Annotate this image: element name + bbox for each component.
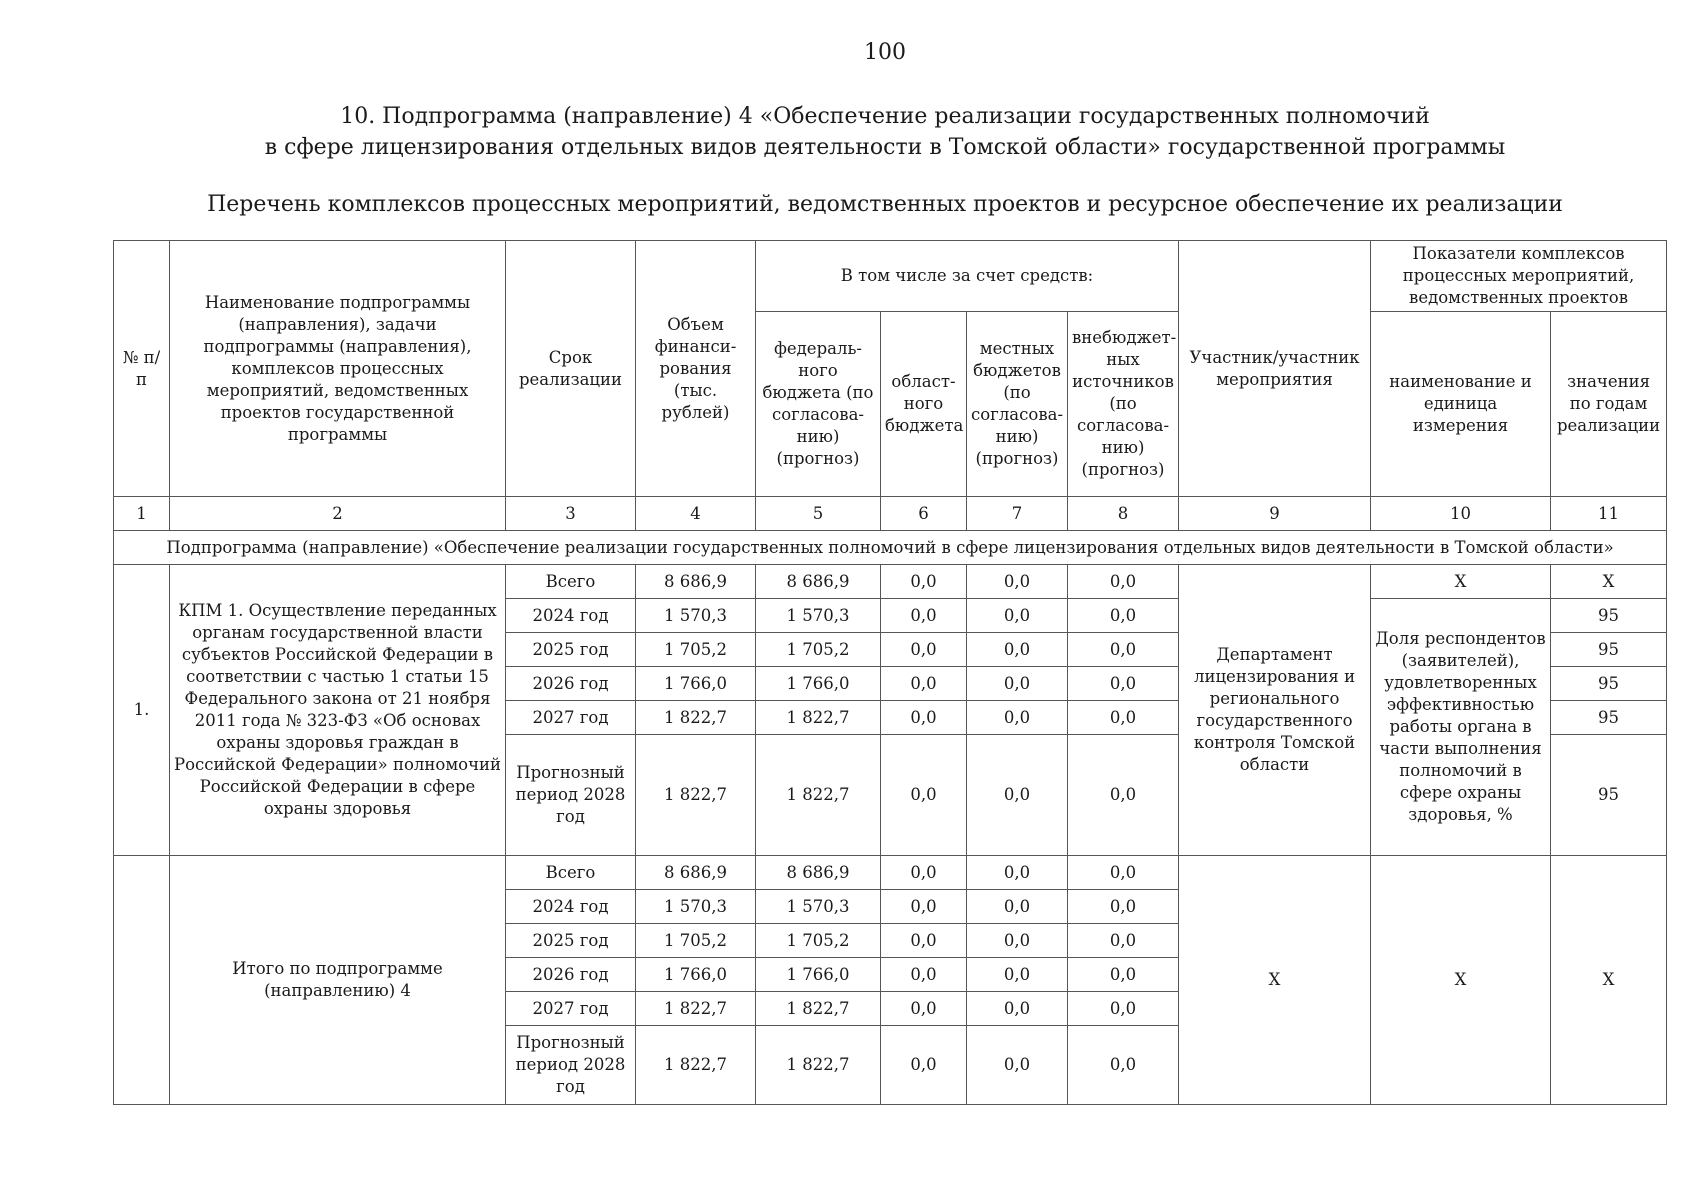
row-number: 1. — [114, 565, 170, 856]
local-cell: 0,0 — [967, 856, 1068, 890]
extra-cell: 0,0 — [1068, 924, 1179, 958]
extra-cell: 0,0 — [1068, 701, 1179, 735]
header-indicator-name: наименование и единица измерения — [1371, 312, 1551, 497]
total-block — [114, 856, 1667, 1105]
extra-cell: 0,0 — [1068, 958, 1179, 992]
column-number: 11 — [1551, 497, 1667, 531]
local-cell: 0,0 — [967, 667, 1068, 701]
column-number: 7 — [967, 497, 1068, 531]
regional-cell: 0,0 — [881, 1026, 967, 1105]
regional-cell: 0,0 — [881, 599, 967, 633]
federal-cell: 1 822,7 — [756, 992, 881, 1026]
extra-cell: 0,0 — [1068, 565, 1179, 599]
section-row-label: Подпрограмма (направление) «Обеспечение реализации государственных полномочий в сфере лицензирования отдельных видов деятельности в Томской области» — [114, 531, 1667, 565]
local-cell: 0,0 — [967, 599, 1068, 633]
header-federal: федераль-ного бюджета (по согласова-нию) (прогноз) — [756, 312, 881, 497]
header-volume: Объем финанси-рования (тыс. рублей) — [636, 241, 756, 497]
period-cell: 2027 год — [506, 701, 636, 735]
volume-cell: 1 705,2 — [636, 924, 756, 958]
column-number: 9 — [1179, 497, 1371, 531]
period-cell: 2025 год — [506, 924, 636, 958]
regional-cell: 0,0 — [881, 924, 967, 958]
extra-cell: 0,0 — [1068, 667, 1179, 701]
federal-cell: 1 705,2 — [756, 924, 881, 958]
header-including: В том числе за счет средств: — [756, 241, 1179, 312]
period-cell: 2026 год — [506, 667, 636, 701]
federal-cell: 1 705,2 — [756, 633, 881, 667]
table-caption: Перечень комплексов процессных мероприятий, ведомственных проектов и ресурсное обеспечение их реализации — [207, 192, 1563, 217]
federal-cell: 1 766,0 — [756, 667, 881, 701]
indicator-value-cell: 95 — [1551, 735, 1667, 856]
period-cell: Прогнозный период 2028 год — [506, 1026, 636, 1105]
participant-cell: Департамент лицензирования и регионального государственного контроля Томской области — [1179, 565, 1371, 856]
kpm1-name: КПМ 1. Осуществление переданных органам государственной власти субъектов Российской Федерации в соответствии с частью 1 статьи 15 Федерального закона от 21 ноября 2011 года № 323-ФЗ «Об основах охраны здоровья граждан в Российской Федерации» полномочий Российской Федерации в сфере охраны здоровья — [170, 565, 506, 856]
total-name: Итого по подпрограмме (направлению) 4 — [170, 856, 506, 1105]
indicator-value-cell: 95 — [1551, 599, 1667, 633]
table-row — [114, 565, 1667, 599]
local-cell: 0,0 — [967, 701, 1068, 735]
volume-cell: 8 686,9 — [636, 565, 756, 599]
volume-cell: 1 822,7 — [636, 735, 756, 856]
local-cell: 0,0 — [967, 1026, 1068, 1105]
section-row — [114, 531, 1667, 565]
period-cell: Всего — [506, 856, 636, 890]
column-number: 5 — [756, 497, 881, 531]
federal-cell: 1 822,7 — [756, 1026, 881, 1105]
local-cell: 0,0 — [967, 890, 1068, 924]
table-header — [114, 241, 1667, 565]
kpm1-block — [114, 565, 1667, 856]
extra-cell: 0,0 — [1068, 599, 1179, 633]
header-regional: област-ного бюджета — [881, 312, 967, 497]
extra-cell: 0,0 — [1068, 890, 1179, 924]
total-indicator-value-x: X — [1551, 856, 1667, 1105]
column-number: 6 — [881, 497, 967, 531]
regional-cell: 0,0 — [881, 565, 967, 599]
volume-cell: 1 822,7 — [636, 701, 756, 735]
header-extra: внебюджет-ных источников (по согласова-нию) (прогноз) — [1068, 312, 1179, 497]
regional-cell: 0,0 — [881, 735, 967, 856]
column-number: 10 — [1371, 497, 1551, 531]
column-number-row — [114, 497, 1667, 531]
header-indicators: Показатели комплексов процессных мероприятий, ведомственных проектов — [1371, 241, 1667, 312]
federal-cell: 8 686,9 — [756, 856, 881, 890]
period-cell: 2026 год — [506, 958, 636, 992]
federal-cell: 1 570,3 — [756, 890, 881, 924]
indicator-name-header-x: X — [1371, 565, 1551, 599]
local-cell: 0,0 — [967, 992, 1068, 1026]
volume-cell: 1 766,0 — [636, 958, 756, 992]
column-number: 1 — [114, 497, 170, 531]
extra-cell: 0,0 — [1068, 735, 1179, 856]
column-number: 4 — [636, 497, 756, 531]
volume-cell: 1 822,7 — [636, 1026, 756, 1105]
section-title — [0, 101, 1698, 163]
period-cell: Всего — [506, 565, 636, 599]
local-cell: 0,0 — [967, 958, 1068, 992]
period-cell: 2025 год — [506, 633, 636, 667]
header-local: местных бюджетов (по согласова-нию) (прогноз) — [967, 312, 1068, 497]
extra-cell: 0,0 — [1068, 633, 1179, 667]
regional-cell: 0,0 — [881, 856, 967, 890]
title-line-2: в сфере лицензирования отдельных видов деятельности в Томской области» государственной программы — [264, 135, 1506, 160]
regional-cell: 0,0 — [881, 633, 967, 667]
header-name: Наименование подпрограммы (направления), задачи подпрограммы (направления), комплексов процессных мероприятий, ведомственных проектов государственной программы — [170, 241, 506, 497]
extra-cell: 0,0 — [1068, 992, 1179, 1026]
extra-cell: 0,0 — [1068, 1026, 1179, 1105]
period-cell: Прогнозный период 2028 год — [506, 735, 636, 856]
column-number: 8 — [1068, 497, 1179, 531]
local-cell: 0,0 — [967, 565, 1068, 599]
volume-cell: 1 570,3 — [636, 890, 756, 924]
indicator-value-cell: 95 — [1551, 633, 1667, 667]
indicator-value-cell: 95 — [1551, 701, 1667, 735]
indicator-value-header-x: X — [1551, 565, 1667, 599]
volume-cell: 1 570,3 — [636, 599, 756, 633]
local-cell: 0,0 — [967, 735, 1068, 856]
table-row — [114, 856, 1667, 890]
title-line-1: 10. Подпрограмма (направление) 4 «Обеспечение реализации государственных полномочий — [340, 104, 1430, 129]
total-indicator-name-x: X — [1371, 856, 1551, 1105]
column-number: 2 — [170, 497, 506, 531]
regional-cell: 0,0 — [881, 701, 967, 735]
indicator-value-cell: 95 — [1551, 667, 1667, 701]
federal-cell: 1 822,7 — [756, 701, 881, 735]
extra-cell: 0,0 — [1068, 856, 1179, 890]
regional-cell: 0,0 — [881, 992, 967, 1026]
regional-cell: 0,0 — [881, 890, 967, 924]
volume-cell: 8 686,9 — [636, 856, 756, 890]
header-period: Срок реализации — [506, 241, 636, 497]
federal-cell: 1 570,3 — [756, 599, 881, 633]
period-cell: 2027 год — [506, 992, 636, 1026]
local-cell: 0,0 — [967, 924, 1068, 958]
regional-cell: 0,0 — [881, 958, 967, 992]
volume-cell: 1 822,7 — [636, 992, 756, 1026]
volume-cell: 1 705,2 — [636, 633, 756, 667]
indicator-name-cell: Доля респондентов (заявителей), удовлетворенных эффективностью работы органа в части выполнения полномочий в сфере охраны здоровья, % — [1371, 599, 1551, 856]
federal-cell: 1 766,0 — [756, 958, 881, 992]
regional-cell: 0,0 — [881, 667, 967, 701]
federal-cell: 1 822,7 — [756, 735, 881, 856]
period-cell: 2024 год — [506, 599, 636, 633]
row-number — [114, 856, 170, 1105]
federal-cell: 8 686,9 — [756, 565, 881, 599]
page-number: 100 — [864, 40, 906, 65]
header-num: № п/п — [114, 241, 170, 497]
header-indicator-values: значения по годам реализации — [1551, 312, 1667, 497]
period-cell: 2024 год — [506, 890, 636, 924]
total-participant-x: X — [1179, 856, 1371, 1105]
volume-cell: 1 766,0 — [636, 667, 756, 701]
local-cell: 0,0 — [967, 633, 1068, 667]
header-participant: Участник/участник мероприятия — [1179, 241, 1371, 497]
column-number: 3 — [506, 497, 636, 531]
program-table — [113, 240, 1667, 1105]
